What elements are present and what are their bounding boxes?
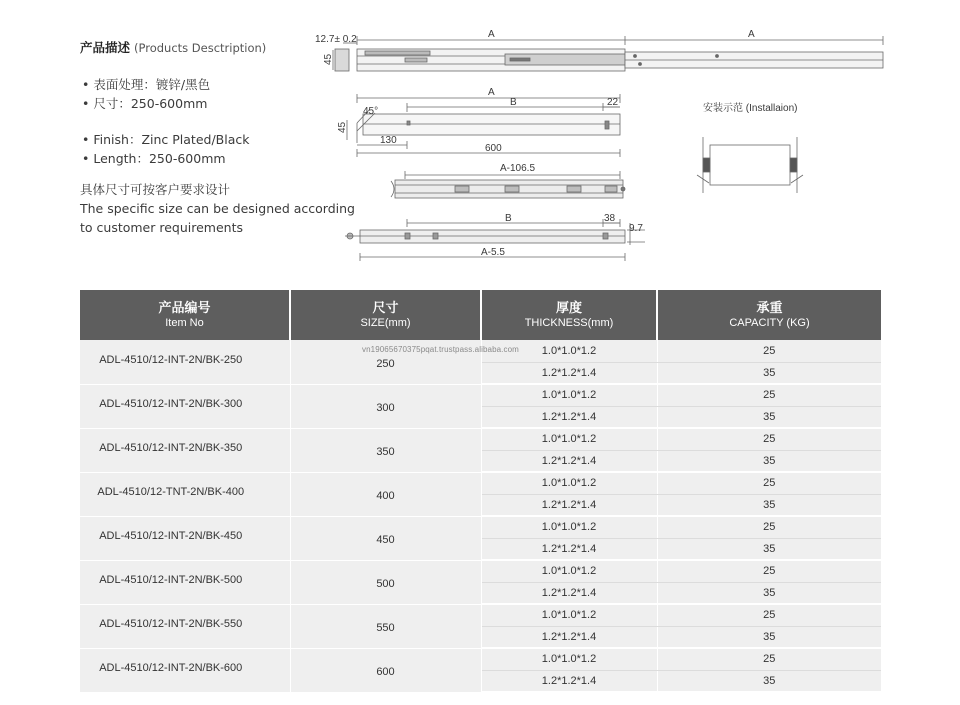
- custom-note-en-2: to customer requirements: [80, 220, 244, 235]
- thickness-cell: 1.2*1.2*1.4: [481, 494, 657, 516]
- dim-B-1: B: [510, 97, 517, 108]
- thickness-cell: 1.0*1.0*1.2: [481, 516, 657, 538]
- dim-9-7: 9.7: [629, 223, 643, 234]
- capacity-cell: 25: [657, 648, 881, 670]
- thickness-cell: 1.0*1.0*1.2: [481, 648, 657, 670]
- thickness-cell: 1.0*1.0*1.2: [481, 604, 657, 626]
- table-row: [80, 472, 881, 494]
- installation-label: 安装示范 (Installaion): [703, 103, 798, 114]
- closed-slide-drawing: [347, 94, 620, 157]
- header-capacity: 承重 CAPACITY (KG): [657, 290, 881, 340]
- table-row: [80, 516, 881, 538]
- size-cell: 350: [290, 428, 481, 472]
- finish-en: • Finish：Zinc Plated/Black: [82, 132, 250, 147]
- item-no-cell: ADL-4510/12-INT-2N/BK-550: [80, 604, 290, 648]
- custom-note-en-1: The specific size can be designed according: [80, 201, 355, 216]
- table-header: [80, 290, 881, 340]
- item-no-cell: ADL-4510/12-INT-2N/BK-300: [80, 384, 290, 428]
- thickness-cell: 1.2*1.2*1.4: [481, 406, 657, 428]
- size-cell: 250: [290, 340, 481, 384]
- dim-45-angle: 45°: [363, 106, 379, 117]
- table-row: [80, 428, 881, 450]
- dim-A-106-5: A-106.5: [500, 163, 536, 174]
- tolerance-label: 12.7± 0.2: [315, 34, 357, 45]
- thickness-cell: 1.0*1.0*1.2: [481, 560, 657, 582]
- thickness-cell: 1.2*1.2*1.4: [481, 362, 657, 384]
- size-cell: 300: [290, 384, 481, 428]
- finish-zh: • 表面处理：镀锌/黑色: [82, 77, 211, 92]
- item-no-cell: ADL-4510/12-INT-2N/BK-500: [80, 560, 290, 604]
- length-en: • Length：250-600mm: [82, 151, 226, 166]
- installation-drawing: [697, 137, 803, 193]
- capacity-cell: 35: [657, 538, 881, 560]
- capacity-cell: 35: [657, 362, 881, 384]
- capacity-cell: 35: [657, 670, 881, 692]
- capacity-cell: 25: [657, 560, 881, 582]
- dim-A-2: A: [748, 29, 755, 40]
- custom-note-zh: 具体尺寸可按客户要求设计: [80, 182, 231, 197]
- table-row: [80, 384, 881, 406]
- capacity-cell: 25: [657, 516, 881, 538]
- dim-A-1: A: [488, 29, 495, 40]
- technical-drawings: [305, 25, 895, 270]
- capacity-cell: 35: [657, 626, 881, 648]
- size-cell: 550: [290, 604, 481, 648]
- dim-A-3: A: [488, 87, 495, 98]
- dim-45-mid: 45: [337, 121, 348, 133]
- capacity-cell: 25: [657, 340, 881, 362]
- dim-45-top: 45: [323, 53, 334, 65]
- size-cell: 450: [290, 516, 481, 560]
- item-no-cell: ADL-4510/12-INT-2N/BK-600: [80, 648, 290, 692]
- item-no-cell: ADL-4510/12-TNT-2N/BK-400: [80, 472, 290, 516]
- capacity-cell: 25: [657, 428, 881, 450]
- header-thickness: 厚度 THICKNESS(mm): [481, 290, 657, 340]
- capacity-cell: 35: [657, 494, 881, 516]
- table-row: [80, 560, 881, 582]
- capacity-cell: 35: [657, 450, 881, 472]
- item-no-cell: ADL-4510/12-INT-2N/BK-350: [80, 428, 290, 472]
- dim-A-5-5: A-5.5: [481, 247, 505, 258]
- thickness-cell: 1.0*1.0*1.2: [481, 384, 657, 406]
- dim-22: 22: [607, 97, 619, 108]
- thickness-cell: 1.2*1.2*1.4: [481, 538, 657, 560]
- extended-slide-drawing: [333, 36, 883, 71]
- size-zh: • 尺寸：250-600mm: [82, 96, 208, 111]
- capacity-cell: 25: [657, 604, 881, 626]
- item-no-cell: ADL-4510/12-INT-2N/BK-250: [80, 340, 290, 384]
- dim-130: 130: [380, 135, 397, 146]
- thickness-cell: 1.2*1.2*1.4: [481, 450, 657, 472]
- slide-drawings-svg: [305, 25, 895, 270]
- thickness-cell: 1.0*1.0*1.2: [481, 428, 657, 450]
- thickness-cell: 1.0*1.0*1.2: [481, 340, 657, 362]
- dim-600: 600: [485, 143, 502, 154]
- capacity-cell: 35: [657, 406, 881, 428]
- table-row: [80, 604, 881, 626]
- thickness-cell: 1.2*1.2*1.4: [481, 670, 657, 692]
- header-item-no: 产品编号 Item No: [80, 290, 290, 340]
- size-cell: 500: [290, 560, 481, 604]
- capacity-cell: 25: [657, 384, 881, 406]
- description-title: 产品描述 (Products Desctription): [80, 40, 267, 55]
- thickness-cell: 1.2*1.2*1.4: [481, 626, 657, 648]
- table-row: [80, 648, 881, 670]
- capacity-cell: 25: [657, 472, 881, 494]
- watermark: vn19065670375pqat.trustpass.alibaba.com: [362, 345, 519, 354]
- size-cell: 600: [290, 648, 481, 692]
- capacity-cell: 35: [657, 582, 881, 604]
- dim-B-2: B: [505, 213, 512, 224]
- thickness-cell: 1.2*1.2*1.4: [481, 582, 657, 604]
- item-no-cell: ADL-4510/12-INT-2N/BK-450: [80, 516, 290, 560]
- thickness-cell: 1.0*1.0*1.2: [481, 472, 657, 494]
- dim-38: 38: [604, 213, 616, 224]
- side-view-drawing: [391, 171, 625, 198]
- size-cell: 400: [290, 472, 481, 516]
- header-size: 尺寸 SIZE(mm): [290, 290, 481, 340]
